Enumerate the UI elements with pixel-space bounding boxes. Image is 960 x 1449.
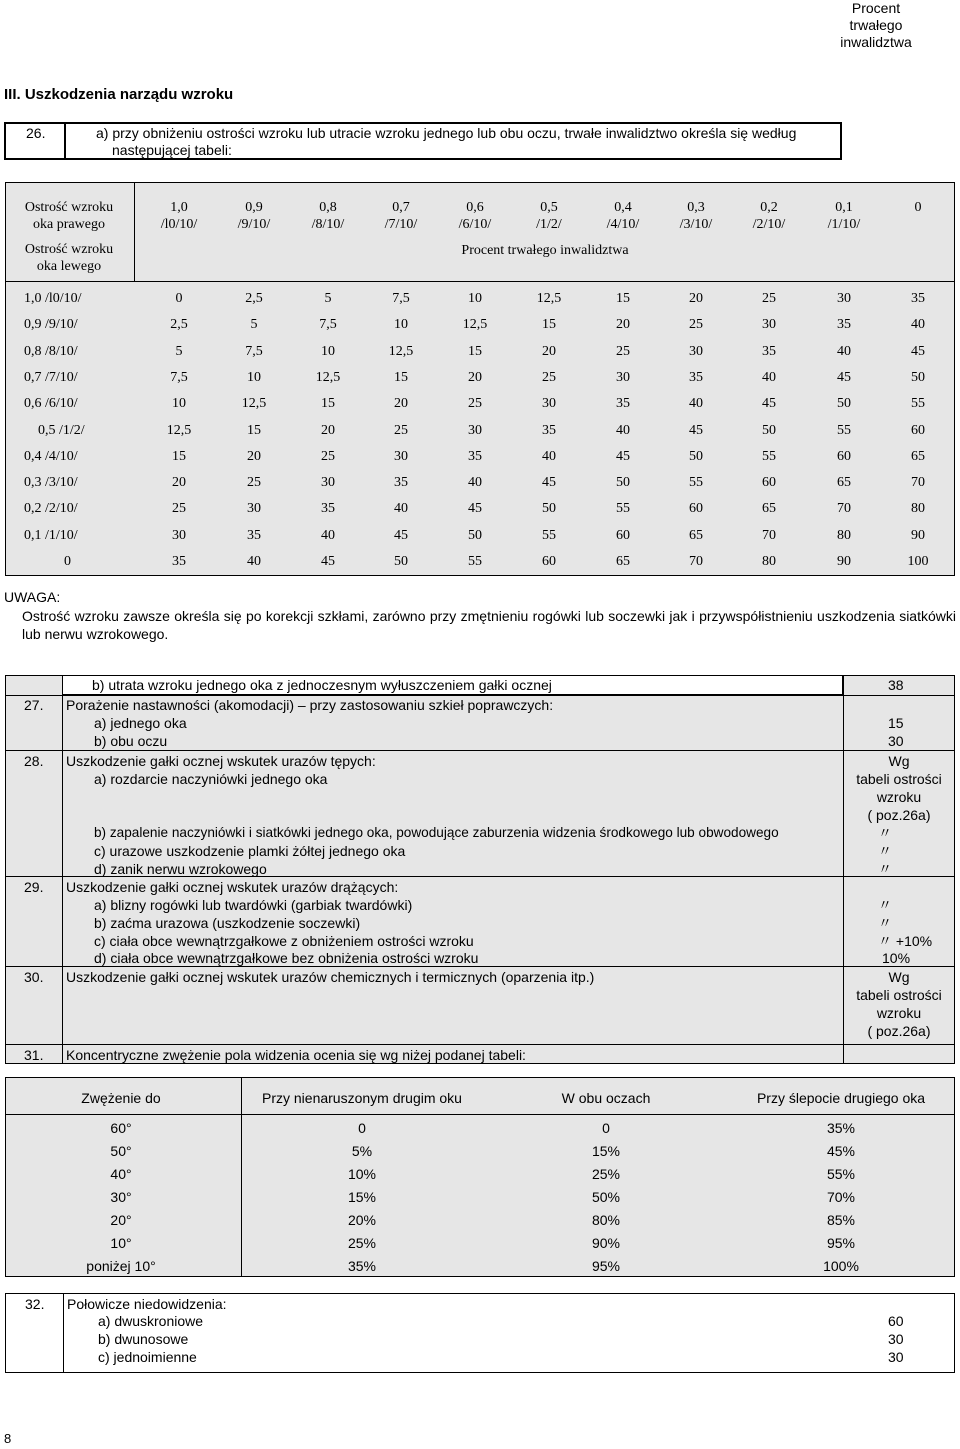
acuity-row-label: 0,6 /6/10/ [24, 396, 78, 412]
acuity-cell: 20 [542, 343, 556, 359]
item-26-line1: a) przy obniżeniu ostrości wzroku lub utracie wzroku jednego lub obu oczu, trwałe inwalidztwo określa się według [96, 125, 797, 141]
acuity-row-label: 0,9 /9/10/ [24, 317, 78, 333]
vf-cell: 100% [823, 1258, 859, 1274]
section-title: III. Uszkodzenia narządu wzroku [4, 86, 234, 103]
corner-text: Ostrość wzroku [24, 200, 114, 215]
acuity-row-label: 0,1 /1/10/ [24, 527, 78, 543]
vf-cell: 25% [347, 1235, 377, 1251]
acuity-cell: 70 [837, 501, 851, 517]
item-number: 32. [25, 1296, 45, 1312]
item-30-text: Uszkodzenie gałki ocznej wskutek urazów chemicznych i termicznych (oparzenia itp.) [66, 969, 595, 985]
item-27b-value: 30 [888, 733, 904, 749]
acuity-cell: 10 [172, 396, 186, 412]
acuity-cell: 20 [172, 475, 186, 491]
acuity-cell: 25 [762, 291, 776, 306]
acuity-column-header-line: /8/10/ [311, 217, 345, 232]
acuity-cell: 40 [321, 527, 335, 543]
acuity-column-header-line: /3/10/ [679, 217, 713, 232]
acuity-cell: 25 [172, 501, 186, 517]
item-32b-text: b) dwunosowe [98, 1331, 189, 1347]
acuity-cell: 45 [468, 501, 482, 517]
acuity-cell: 35 [837, 317, 851, 333]
acuity-cell: 40 [762, 369, 776, 385]
vf-cell: poniżej 10° [86, 1258, 156, 1274]
acuity-cell: 45 [911, 343, 925, 359]
acuity-cell: 40 [616, 422, 630, 438]
acuity-cell: 25 [542, 369, 556, 385]
item-32-row [5, 1293, 955, 1373]
acuity-cell: 60 [837, 448, 851, 464]
acuity-cell: 50 [762, 422, 776, 438]
item-30-value: wzroku [876, 1005, 922, 1021]
acuity-row-label: 0 [64, 554, 71, 569]
acuity-row-label: 0,5 /1/2/ [38, 422, 85, 438]
acuity-cell: 15 [321, 396, 335, 412]
acuity-cell: 0 [175, 291, 183, 306]
item-number-cell [6, 124, 66, 158]
item-28-value: Wg [888, 753, 910, 769]
acuity-cell: 40 [689, 396, 703, 412]
acuity-cell: 7,5 [245, 343, 263, 359]
acuity-cell: 25 [394, 422, 408, 438]
vf-cell: 35% [826, 1120, 856, 1136]
acuity-cell: 65 [689, 527, 703, 543]
acuity-cell: 15 [394, 369, 408, 385]
acuity-column-header-line: 0,8 [319, 200, 337, 215]
acuity-column-header-line: 0,1 [835, 200, 853, 215]
acuity-cell: 45 [394, 527, 408, 543]
item-32c-text: c) jednoimienne [98, 1349, 197, 1365]
acuity-cell: 10 [247, 369, 261, 385]
acuity-cell: 35 [247, 527, 261, 543]
acuity-cell: 40 [394, 501, 408, 517]
vf-header-blind-eye: Przy ślepocie drugiego oka [756, 1090, 926, 1106]
acuity-cell: 30 [321, 475, 335, 491]
acuity-cell: 80 [837, 527, 851, 543]
corner-left-eye [14, 241, 124, 275]
vf-cell: 85% [826, 1212, 856, 1228]
acuity-column-header-line: 0,2 [760, 200, 778, 215]
vf-cell: 80% [591, 1212, 621, 1228]
item-31-text: Koncentryczne zwężenie pola widzenia ocenia się wg niżej podanej tabeli: [66, 1047, 526, 1063]
acuity-cell: 12,5 [315, 369, 341, 385]
header-line: trwałego [849, 17, 903, 33]
acuity-column-header-line: 0,9 [245, 200, 263, 215]
acuity-cell: 70 [911, 475, 925, 491]
acuity-cell: 35 [542, 422, 556, 438]
acuity-column-header-line: 0,5 [540, 200, 558, 215]
item-number: 27. [24, 697, 44, 713]
visual-field-table [5, 1077, 955, 1277]
acuity-cell: 45 [616, 448, 630, 464]
acuity-column-header [298, 199, 358, 233]
acuity-cell: 50 [394, 554, 408, 569]
acuity-cell: 20 [616, 317, 630, 333]
acuity-cell: 2,5 [245, 291, 263, 306]
vf-cell: 10° [110, 1235, 132, 1251]
acuity-cell: 80 [911, 501, 925, 517]
note-text: Ostrość wzroku zawsze określa się po korekcji szkłami, zarówno przy zmętnieniu rogówki lub soczewki jak i przywspółistnieniu uszkodzenia siatkówki lub nerwu wzrokowego. [22, 608, 956, 642]
acuity-cell: 80 [762, 554, 776, 569]
acuity-cell: 45 [762, 396, 776, 412]
acuity-row-label: 0,2 /2/10/ [24, 501, 78, 517]
acuity-column-header [149, 199, 209, 233]
acuity-cell: 100 [907, 554, 929, 569]
item-28-text: Uszkodzenie gałki ocznej wskutek urazów tępych: [66, 753, 376, 769]
corner-text: oka prawego [33, 217, 105, 232]
acuity-cell: 65 [616, 554, 630, 569]
column-divider [62, 675, 63, 1064]
vf-header-both-eyes: W obu oczach [561, 1090, 651, 1106]
item-32b-value: 30 [888, 1331, 904, 1347]
item-number: 30. [24, 969, 44, 985]
acuity-column-header-line: 0,6 [466, 200, 484, 215]
acuity-cell: 25 [468, 396, 482, 412]
item-28d-text: d) zanik nerwu wzrokowego [94, 861, 267, 877]
acuity-cell: 35 [172, 554, 186, 569]
acuity-cell: 7,5 [170, 369, 188, 385]
acuity-cell: 35 [321, 501, 335, 517]
acuity-cell: 12,5 [166, 422, 192, 438]
acuity-column-header-line: 0,3 [687, 200, 705, 215]
acuity-cell: 25 [247, 475, 261, 491]
acuity-cell: 45 [542, 475, 556, 491]
acuity-cell: 10 [394, 317, 408, 333]
item-32a-value: 60 [888, 1313, 904, 1329]
acuity-cell: 7,5 [319, 317, 337, 333]
acuity-column-header [371, 199, 431, 233]
vf-cell: 5% [351, 1143, 373, 1159]
acuity-cell: 15 [172, 448, 186, 464]
acuity-cell: 25 [689, 317, 703, 333]
acuity-cell: 60 [911, 422, 925, 438]
vf-cell: 45% [826, 1143, 856, 1159]
header-divider [134, 183, 135, 281]
header-bottom-line [6, 1114, 954, 1115]
acuity-cell: 55 [616, 501, 630, 517]
column-header-percent [806, 0, 946, 51]
acuity-cell: 35 [762, 343, 776, 359]
vf-cell: 35% [347, 1258, 377, 1274]
acuity-cell: 90 [837, 554, 851, 569]
acuity-row-label: 0,3 /3/10/ [24, 475, 78, 491]
acuity-cell: 55 [542, 527, 556, 543]
vf-cell: 70% [826, 1189, 856, 1205]
acuity-cell: 65 [837, 475, 851, 491]
acuity-cell: 50 [689, 448, 703, 464]
acuity-cell: 20 [247, 448, 261, 464]
vf-cell: 30° [110, 1189, 132, 1205]
acuity-cell: 12,5 [536, 291, 562, 306]
acuity-column-header [814, 199, 874, 233]
acuity-column-header-line: /4/10/ [606, 217, 640, 232]
acuity-cell: 70 [762, 527, 776, 543]
acuity-cell: 70 [689, 554, 703, 569]
acuity-row-label: 0,4 /4/10/ [24, 448, 78, 464]
acuity-cell: 35 [616, 396, 630, 412]
acuity-cell: 30 [616, 369, 630, 385]
item-28-value: tabeli ostrości [856, 771, 942, 787]
acuity-cell: 12,5 [388, 343, 414, 359]
acuity-column-header-line: /l0/10/ [160, 217, 198, 232]
acuity-cell: 15 [247, 422, 261, 438]
item-26-row [4, 122, 842, 160]
acuity-cell: 50 [837, 396, 851, 412]
item-27a-value: 15 [888, 715, 904, 731]
item-28a-text: a) rozdarcie naczyniówki jednego oka [94, 771, 328, 787]
acuity-column-header-line: 1,0 [170, 200, 188, 215]
acuity-cell: 25 [616, 343, 630, 359]
vf-cell: 20° [110, 1212, 132, 1228]
acuity-row-label: 0,8 /8/10/ [24, 343, 78, 359]
acuity-cell: 30 [689, 343, 703, 359]
column-divider [63, 1294, 64, 1372]
vf-header-healthy-eye: Przy nienaruszonym drugim oku [262, 1090, 462, 1106]
vf-cell: 0 [358, 1120, 366, 1136]
acuity-column-header-line: /9/10/ [237, 217, 271, 232]
column-divider [843, 675, 844, 1064]
ditto-mark: 〃 [878, 861, 892, 877]
acuity-cell: 5 [324, 291, 332, 306]
acuity-cell: 50 [468, 527, 482, 543]
acuity-cell: 35 [394, 475, 408, 491]
acuity-cell: 35 [689, 369, 703, 385]
acuity-cell: 55 [762, 448, 776, 464]
acuity-column-header [888, 199, 948, 216]
acuity-column-header-line: /6/10/ [458, 217, 492, 232]
vf-cell: 40° [110, 1166, 132, 1182]
item-30-value: ( poz.26a) [867, 1023, 931, 1039]
acuity-row-label: 0,7 /7/10/ [24, 369, 78, 385]
acuity-cell: 65 [911, 448, 925, 464]
item-32-text: Połowicze niedowidzenia: [67, 1296, 227, 1312]
acuity-cell: 20 [468, 369, 482, 385]
item-27a-text: a) jednego oka [94, 715, 187, 731]
header-line: Procent [851, 0, 901, 16]
corner-right-eye [14, 199, 124, 233]
acuity-column-header [666, 199, 726, 233]
acuity-cell: 35 [911, 291, 925, 306]
acuity-cell: 5 [250, 317, 258, 333]
acuity-cell: 60 [542, 554, 556, 569]
acuity-cell: 10 [321, 343, 335, 359]
item-32a-text: a) dwuskroniowe [98, 1313, 204, 1329]
ditto-mark: 〃 [878, 897, 892, 913]
item-29a-text: a) blizny rogówki lub twardówki (garbiak twardówki) [94, 897, 413, 913]
item-26-line2: następującej tabeli: [112, 142, 232, 158]
acuity-cell: 60 [762, 475, 776, 491]
acuity-column-header-line: /2/10/ [752, 217, 786, 232]
acuity-cell: 25 [321, 448, 335, 464]
acuity-subheader: Procent trwałego inwalidztwa [461, 243, 629, 258]
item-number: 29. [24, 879, 44, 895]
corner-text: Ostrość wzroku [24, 242, 114, 257]
item-29d-value: 10% [882, 950, 911, 966]
vf-cell: 25% [591, 1166, 621, 1182]
acuity-cell: 20 [321, 422, 335, 438]
item-27b-text: b) obu oczu [94, 733, 168, 749]
acuity-column-header [739, 199, 799, 233]
page-number: 8 [4, 1431, 12, 1446]
item-28-value: wzroku [876, 789, 922, 805]
item-number: 31. [24, 1047, 44, 1063]
acuity-cell: 55 [837, 422, 851, 438]
vf-cell: 0 [602, 1120, 610, 1136]
acuity-column-header [445, 199, 505, 233]
acuity-cell: 40 [468, 475, 482, 491]
item-26b-text: b) utrata wzroku jednego oka z jednoczesnym wyłuszczeniem gałki ocznej [92, 677, 552, 693]
acuity-column-header [519, 199, 579, 233]
acuity-column-header-line: /1/2/ [536, 217, 562, 232]
acuity-cell: 60 [689, 501, 703, 517]
acuity-cell: 55 [689, 475, 703, 491]
vf-header-narrowing: Zwężenie do [81, 1090, 161, 1106]
row-divider [5, 1044, 955, 1045]
item-28c-text: c) urazowe uszkodzenie plamki żółtej jednego oka [94, 843, 406, 859]
vf-cell: 50° [110, 1143, 132, 1159]
vf-cell: 90% [591, 1235, 621, 1251]
acuity-table [5, 182, 955, 576]
acuity-column-header [593, 199, 653, 233]
vf-cell: 50% [591, 1189, 621, 1205]
acuity-cell: 30 [468, 422, 482, 438]
acuity-cell: 50 [542, 501, 556, 517]
row-divider [5, 750, 955, 751]
item-29c-value: 〃 +10% [878, 933, 933, 949]
acuity-cell: 90 [911, 527, 925, 543]
acuity-cell: 30 [247, 501, 261, 517]
ditto-mark: 〃 [878, 915, 892, 931]
acuity-cell: 30 [542, 396, 556, 412]
acuity-cell: 20 [394, 396, 408, 412]
acuity-cell: 30 [837, 291, 851, 306]
item-26b-value: 38 [888, 677, 904, 693]
item-number: 26. [26, 125, 46, 141]
item-29d-text: d) ciała obce wewnątrzgałkowe bez obniżenia ostrości wzroku [94, 950, 479, 966]
acuity-cell: 30 [394, 448, 408, 464]
acuity-cell: 45 [689, 422, 703, 438]
acuity-cell: 12,5 [462, 317, 488, 333]
acuity-cell: 2,5 [170, 317, 188, 333]
acuity-cell: 30 [762, 317, 776, 333]
acuity-cell: 35 [468, 448, 482, 464]
acuity-cell: 40 [247, 554, 261, 569]
header-line: inwalidztwa [840, 34, 912, 50]
acuity-cell: 55 [911, 396, 925, 412]
acuity-column-header-line: 0,4 [614, 200, 632, 215]
item-27-text: Porażenie nastawności (akomodacji) – przy zastosowaniu szkieł poprawczych: [66, 697, 554, 713]
vf-cell: 55% [826, 1166, 856, 1182]
acuity-cell: 15 [616, 291, 630, 306]
item-29c-text: c) ciała obce wewnątrzgałkowe z obniżeniem ostrości wzroku [94, 933, 474, 949]
acuity-cell: 50 [616, 475, 630, 491]
vf-cell: 15% [591, 1143, 621, 1159]
item-32c-value: 30 [888, 1349, 904, 1365]
item-28-value: ( poz.26a) [867, 807, 931, 823]
acuity-cell: 55 [468, 554, 482, 569]
acuity-cell: 15 [542, 317, 556, 333]
acuity-column-header-line: /1/10/ [827, 217, 861, 232]
vf-cell: 60° [110, 1120, 132, 1136]
vf-cell: 95% [591, 1258, 621, 1274]
vf-cell: 20% [347, 1212, 377, 1228]
acuity-column-header [224, 199, 284, 233]
item-30-value: tabeli ostrości [856, 987, 942, 1003]
acuity-cell: 10 [468, 291, 482, 306]
ditto-mark: 〃 [878, 825, 892, 841]
acuity-row-label: 1,0 /l0/10/ [24, 291, 82, 306]
acuity-cell: 7,5 [392, 291, 410, 306]
acuity-column-header-line: /7/10/ [384, 217, 418, 232]
ditto-mark: 〃 [878, 843, 892, 859]
acuity-column-header-line: 0,7 [392, 200, 410, 215]
corner-text: oka lewego [36, 259, 102, 274]
item-28b-text: b) zapalenie naczyniówki i siatkówki jednego oka, powodujące zaburzenia widzenia środkowego lub obwodowego [94, 825, 779, 840]
acuity-cell: 50 [911, 369, 925, 385]
note-title: UWAGA: [4, 589, 61, 605]
item-29-text: Uszkodzenie gałki ocznej wskutek urazów drążących: [66, 879, 399, 895]
acuity-cell: 40 [542, 448, 556, 464]
acuity-cell: 30 [172, 527, 186, 543]
acuity-column-header-line: 0 [914, 200, 922, 215]
vf-cell: 15% [347, 1189, 377, 1205]
item-30-value: Wg [888, 969, 910, 985]
vf-cell: 10% [347, 1166, 377, 1182]
acuity-cell: 45 [837, 369, 851, 385]
acuity-cell: 5 [175, 343, 183, 359]
item-number: 28. [24, 753, 44, 769]
acuity-cell: 40 [911, 317, 925, 333]
header-bottom-line [6, 281, 954, 282]
item-29b-text: b) zaćma urazowa (uszkodzenie soczewki) [94, 915, 361, 931]
acuity-cell: 45 [321, 554, 335, 569]
acuity-cell: 12,5 [241, 396, 267, 412]
acuity-cell: 15 [468, 343, 482, 359]
vf-cell: 95% [826, 1235, 856, 1251]
acuity-cell: 20 [689, 291, 703, 306]
acuity-cell: 40 [837, 343, 851, 359]
acuity-cell: 60 [616, 527, 630, 543]
acuity-cell: 65 [762, 501, 776, 517]
